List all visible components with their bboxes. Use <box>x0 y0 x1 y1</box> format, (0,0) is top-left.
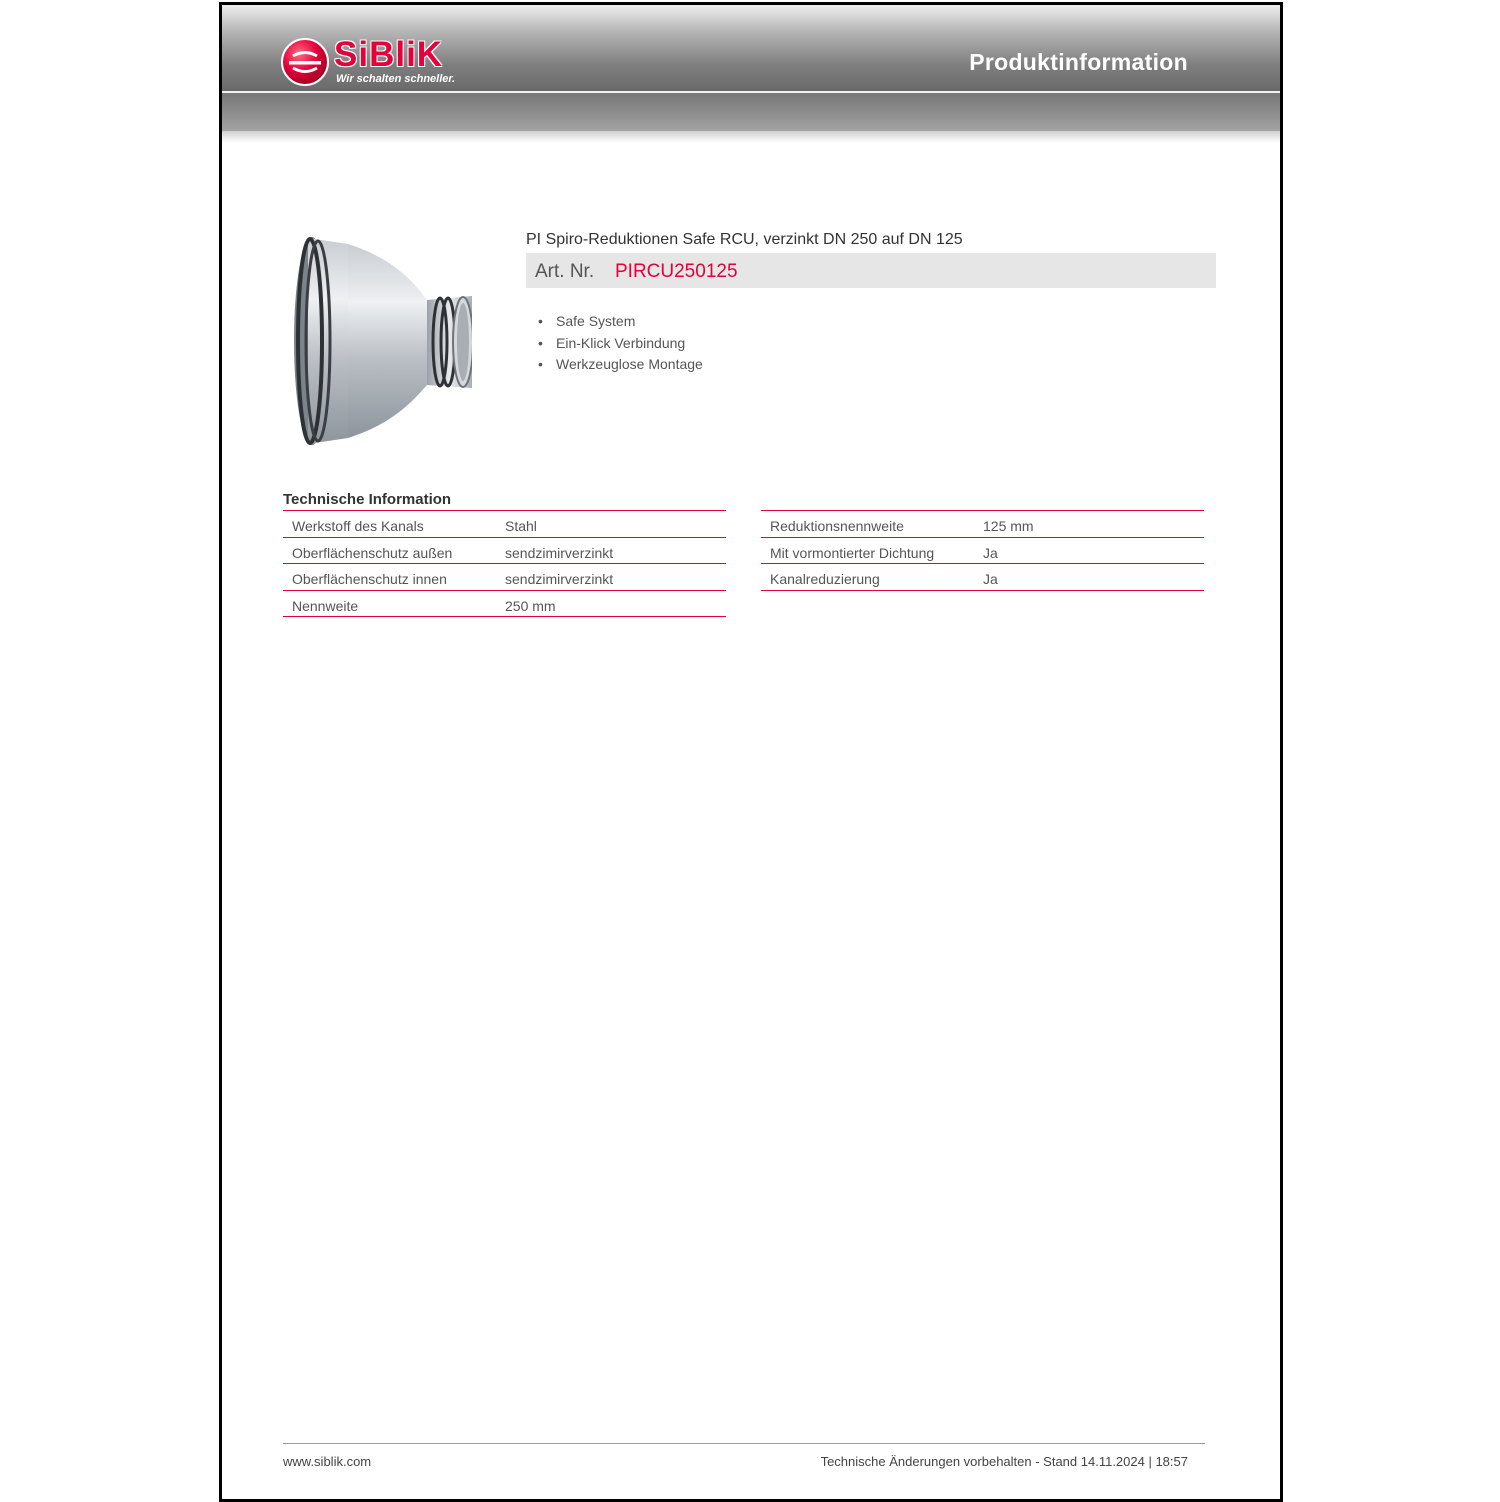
tech-key: Oberflächenschutz innen <box>292 571 447 587</box>
header-bar <box>222 5 1280 91</box>
brand-name: SiBliK <box>334 35 444 74</box>
table-row <box>283 591 726 618</box>
feature-text: Ein-Klick Verbindung <box>556 334 686 351</box>
feature-text: Werkzeuglose Montage <box>556 356 703 372</box>
table-row <box>283 564 726 591</box>
tech-key: Kanalreduzierung <box>770 571 880 587</box>
tech-key: Mit vormontierter Dichtung <box>770 544 935 561</box>
bullet-icon: • <box>538 334 543 351</box>
tech-info-heading: Technische Information <box>283 491 452 508</box>
bullet-icon: • <box>538 313 543 329</box>
document-page <box>219 2 1283 1502</box>
tech-table-right <box>761 510 1204 591</box>
article-number-box <box>526 253 1216 288</box>
feature-item <box>538 354 703 376</box>
footer-notice: Technische Änderungen vorbehalten - Stand 14.11.2024 | 18:57 <box>820 1454 1188 1469</box>
feature-item <box>538 333 703 355</box>
siblik-logo-icon <box>280 37 330 87</box>
tech-key: Werkstoff des Kanals <box>292 518 424 534</box>
tech-key: Nennweite <box>292 597 359 614</box>
bullet-icon: • <box>538 356 543 372</box>
table-row <box>761 564 1204 591</box>
tech-value: Stahl <box>505 518 537 534</box>
table-row <box>761 538 1204 565</box>
footer-website-link[interactable]: www.siblik.com <box>283 1454 372 1469</box>
feature-list <box>538 311 703 376</box>
page-title: Produktinformation <box>969 49 1188 75</box>
tech-value: sendzimirverzinkt <box>505 544 614 561</box>
product-title: PI Spiro-Reduktionen Safe RCU, verzinkt DN 250 auf DN 125 <box>526 231 963 248</box>
feature-item <box>538 311 703 333</box>
feature-text: Safe System <box>556 313 636 329</box>
footer-divider <box>283 1443 1205 1444</box>
tech-value: sendzimirverzinkt <box>505 571 614 587</box>
tech-key: Reduktionsnennweite <box>770 518 904 534</box>
tech-value: Ja <box>983 544 998 561</box>
table-row <box>761 511 1204 538</box>
header-band-shadow <box>222 131 1280 143</box>
table-row <box>283 511 726 538</box>
tech-key: Oberflächenschutz außen <box>292 544 453 561</box>
article-number-label: Art. Nr. <box>535 261 595 282</box>
header-band <box>222 93 1280 131</box>
table-row <box>283 538 726 565</box>
tech-value: 250 mm <box>505 597 556 614</box>
article-number-value: PIRCU250125 <box>615 261 738 282</box>
product-image <box>282 230 472 452</box>
tech-value: 125 mm <box>983 518 1034 534</box>
brand-slogan: Wir schalten schneller. <box>336 73 456 85</box>
tech-table-left <box>283 510 726 617</box>
tech-value: Ja <box>983 571 998 587</box>
